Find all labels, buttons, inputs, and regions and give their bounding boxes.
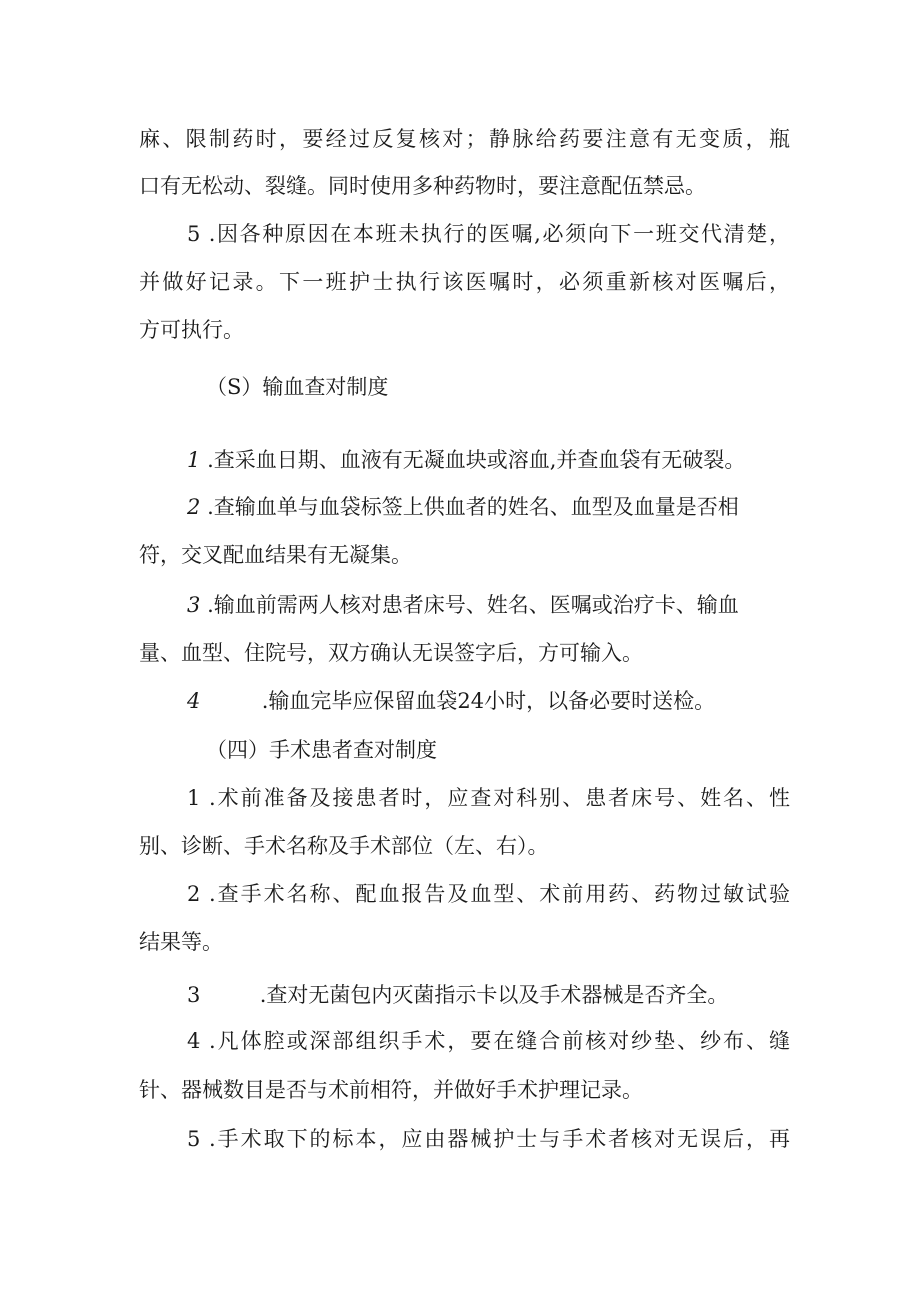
paragraph-line: 量、血型、住院号，双方确认无误签字后，方可输入。 [139, 641, 643, 665]
item-number: 3 [187, 983, 201, 1007]
list-item-4: 4 .凡体腔或深部组织手术，要在缝合前核对纱垫、纱布、缝 [187, 1029, 790, 1053]
item-text: .查对无菌包内灭菌指示卡以及手术器械是否齐全。 [259, 983, 729, 1007]
list-item-3 [187, 980, 728, 1010]
paragraph-line: 符，交叉配血结果有无凝集。 [139, 543, 412, 567]
item-number: 3 [187, 593, 201, 617]
paragraph-line: 麻、限制药时，要经过反复核对；静脉给药要注意有无变质，瓶 [139, 127, 790, 151]
list-item-5: 5 .手术取下的标本，应由器械护士与手术者核对无误后，再 [187, 1127, 790, 1151]
list-item-1 [187, 445, 745, 475]
paragraph-line: 方可执行。 [139, 318, 244, 342]
item-text: .输血完毕应保留血袋24小时，以备必要时送检。 [261, 689, 716, 713]
list-item-2: 2 .查手术名称、配血报告及血型、术前用药、药物过敏试验 [187, 882, 790, 906]
item-text: .输血前需两人核对患者床号、姓名、医嘱或治疗卡、输血 [207, 593, 739, 617]
paragraph-line: 别、诊断、手术名称及手术部位（左、右）。 [139, 834, 549, 858]
list-item-4 [187, 686, 715, 716]
list-item-1: 1 .术前准备及接患者时，应查对科别、患者床号、姓名、性 [187, 786, 790, 810]
item-number: 1 [187, 448, 201, 472]
paragraph-line: 针、器械数目是否与术前相符，并做好手术护理记录。 [139, 1078, 643, 1102]
list-item-3 [187, 590, 739, 620]
item-number: 2 [187, 495, 201, 519]
paragraph-line: 口有无松动、裂缝。同时使用多种药物时，要注意配伍禁忌。 [139, 174, 706, 198]
paragraph-line: 结果等。 [139, 930, 223, 954]
item-number: 4 [187, 689, 201, 713]
section-heading-blood-transfusion: （S）输血查对制度 [206, 375, 389, 399]
section-heading-surgery: （四）手术患者查对制度 [206, 738, 437, 762]
list-item-5: 5 .因各种原因在本班未执行的医嘱,必须向下一班交代清楚， [187, 222, 790, 246]
item-text: .查输血单与血袋标签上供血者的姓名、血型及血量是否相 [207, 495, 739, 519]
item-text: .查采血日期、血液有无凝血块或溶血,并查血袋有无破裂。 [207, 448, 746, 472]
list-item-2 [187, 492, 739, 522]
paragraph-line: 并做好记录。下一班护士执行该医嘱时，必须重新核对医嘱后， [139, 270, 790, 294]
